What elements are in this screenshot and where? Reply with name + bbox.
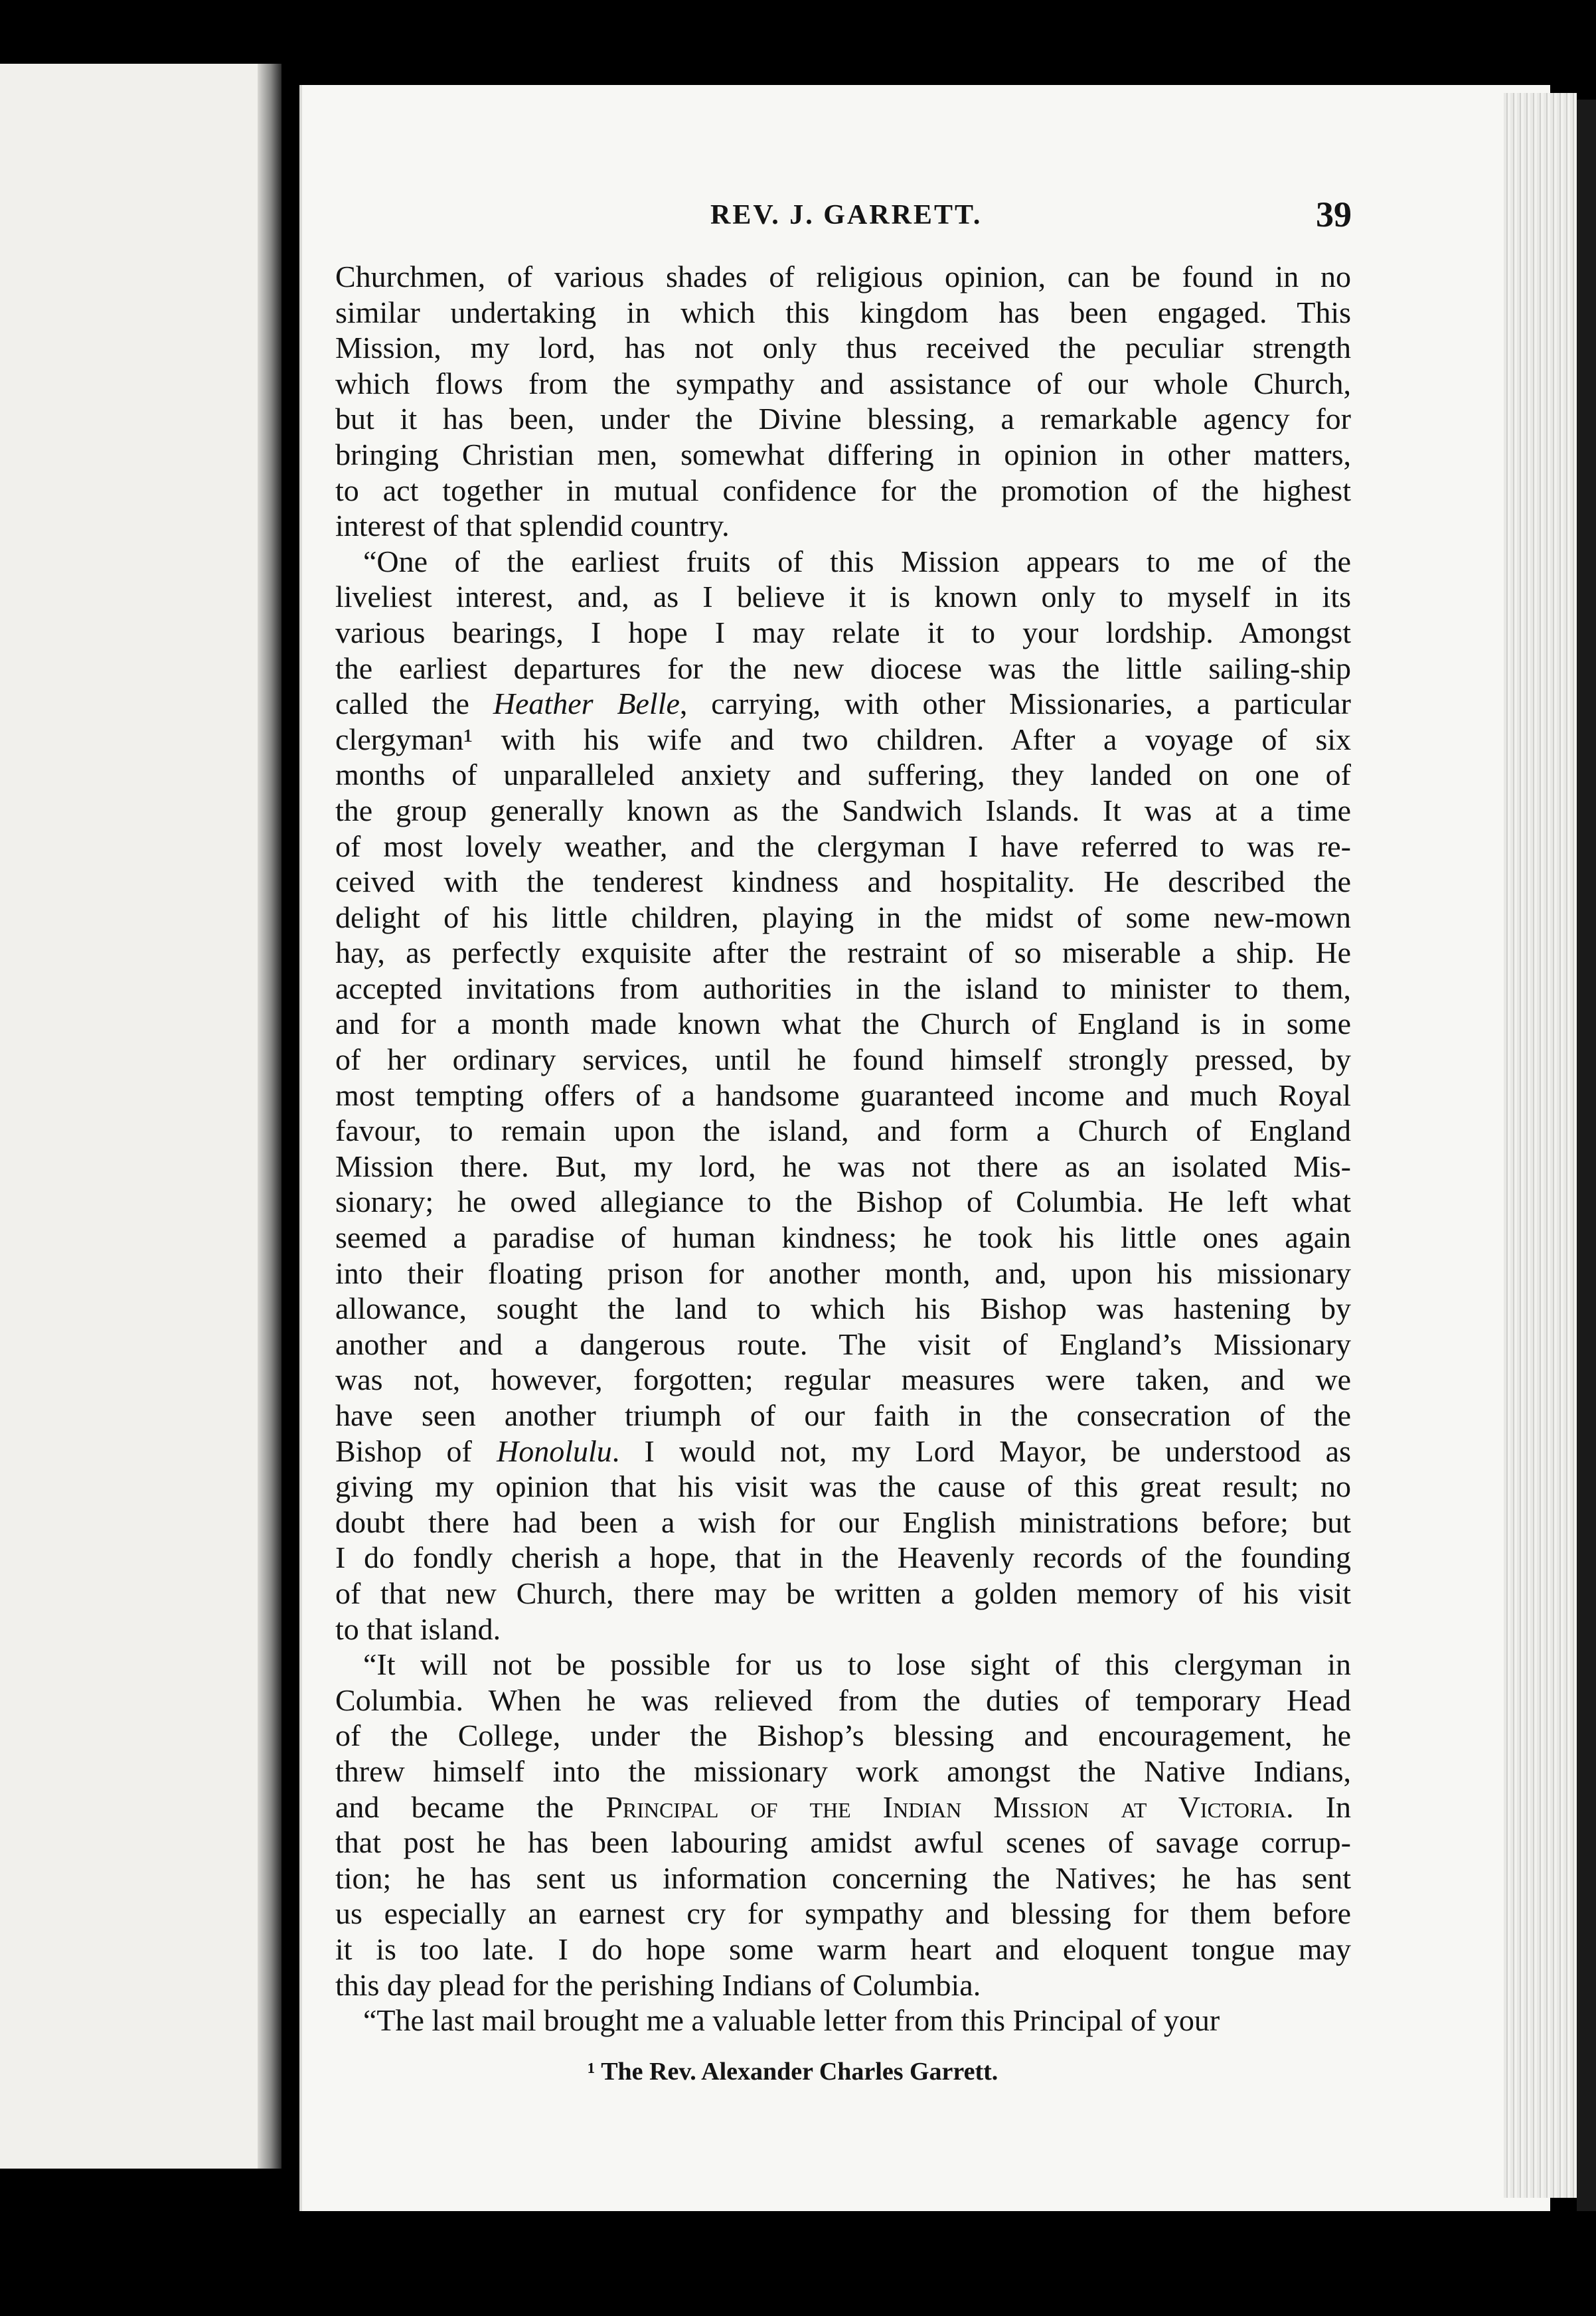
text-line: seemed a paradise of human kindness; he took his little ones again	[335, 1220, 1351, 1255]
text-line: similar undertaking in which this kingdom has been engaged. This	[335, 295, 1351, 329]
text-line: this day plead for the perishing Indians of Columbia.	[335, 1967, 981, 2002]
text-line: threw himself into the missionary work amongst the Native Indians,	[335, 1754, 1351, 1788]
text-line: doubt there had been a wish for our English ministrations before; but	[335, 1505, 1351, 1539]
text-line: was not, however, forgotten; regular measures were taken, and we	[335, 1363, 1351, 1397]
text-line: the group generally known as the Sandwich Islands. It was at a time	[335, 793, 1351, 827]
text-line: which flows from the sympathy and assistance of our whole Church,	[335, 366, 1351, 400]
text-line: months of unparalleled anxiety and suffering, they landed on one of	[335, 758, 1351, 792]
text-line: “The last mail brought me a valuable letter from this Principal of your	[363, 2003, 1220, 2038]
text-line: the earliest departures for the new diocese was the little sailing-ship	[335, 651, 1351, 685]
text-line: us especially an earnest cry for sympathy and blessing for them before	[335, 1896, 1351, 1931]
text-line: ceived with the tenderest kindness and hospitality. He described the	[335, 865, 1351, 899]
text-line: clergyman¹ with his wife and two children. After a voyage of six	[335, 722, 1351, 756]
text-line: liveliest interest, and, as I believe it is known only to myself in its	[335, 580, 1351, 614]
paragraph	[335, 1647, 1351, 2003]
running-title: REV. J. GARRETT.	[710, 200, 983, 230]
text-line: Bishop of Honolulu. I would not, my Lord Mayor, be understood as	[335, 1434, 1351, 1468]
text-line: giving my opinion that his visit was the cause of this great result; no	[335, 1469, 1351, 1504]
text-line: of her ordinary services, until he found himself strongly pressed, by	[335, 1042, 1351, 1077]
paragraph	[335, 2003, 1351, 2038]
text-line: to that island.	[335, 1612, 501, 1646]
text-line: tion; he has sent us information concerning the Natives; he has sent	[335, 1861, 1351, 1895]
text-line: hay, as perfectly exquisite after the restraint of so miserable a ship. He	[335, 936, 1351, 970]
text-line: accepted invitations from authorities in the island to minister to them,	[335, 971, 1351, 1005]
text-line: another and a dangerous route. The visit of England’s Missionary	[335, 1327, 1351, 1361]
book-edge-shadow	[1577, 100, 1596, 2211]
text-line: of the College, under the Bishop’s blessing and encouragement, he	[335, 1718, 1351, 1753]
text-line: bringing Christian men, somewhat differing in opinion in other matters,	[335, 437, 1351, 471]
text-line: Mission there. But, my lord, he was not there as an isolated Mis-	[335, 1149, 1351, 1183]
text-line: and for a month made known what the Church of England is in some	[335, 1007, 1351, 1041]
text-line: “One of the earliest fruits of this Mission appears to me of the	[363, 544, 1351, 578]
text-line: Churchmen, of various shades of religious opinion, can be found in no	[335, 260, 1351, 293]
text-line: have seen another triumph of our faith in the consecration of the	[335, 1398, 1351, 1432]
text-line: delight of his little children, playing in the midst of some new-mown	[335, 900, 1351, 934]
text-line: Mission, my lord, has not only thus received the peculiar strength	[335, 331, 1351, 365]
text-line: and became the Principal of the Indian Mission at Victoria. In	[335, 1789, 1351, 1824]
text-line: sionary; he owed allegiance to the Bishop of Columbia. He left what	[335, 1185, 1351, 1219]
text-line: that post he has been labouring amidst awful scenes of savage corrup-	[335, 1825, 1351, 1860]
text-line: into their floating prison for another month, and, upon his missionary	[335, 1256, 1351, 1290]
text-line: called the Heather Belle, carrying, with other Missionaries, a particular	[335, 687, 1351, 721]
text-line: interest of that splendid country.	[335, 509, 730, 543]
text-line: various bearings, I hope I may relate it to your lordship. Amongst	[335, 615, 1351, 649]
paragraph	[335, 259, 1351, 544]
text-line: but it has been, under the Divine blessing, a remarkable agency for	[335, 402, 1351, 436]
page-edges	[1504, 93, 1577, 2198]
page-number: 39	[1316, 195, 1352, 234]
text-line: favour, to remain upon the island, and form a Church of England	[335, 1114, 1351, 1148]
text-line: of that new Church, there may be written a golden memory of his visit	[335, 1576, 1351, 1610]
text-line: to act together in mutual confidence for the promotion of the highest	[335, 473, 1351, 507]
paragraph	[335, 544, 1351, 1647]
text-line: “It will not be possible for us to lose sight of this clergyman in	[363, 1647, 1351, 1682]
body-text	[335, 259, 1351, 2038]
text-line: most tempting offers of a handsome guaranteed income and much Royal	[335, 1078, 1351, 1112]
text-line: allowance, sought the land to which his Bishop was hastening by	[335, 1291, 1351, 1326]
footnote: ¹ The Rev. Alexander Charles Garrett.	[588, 2058, 998, 2086]
book-gutter	[258, 64, 281, 2169]
text-line: of most lovely weather, and the clergyman I have referred to was re-	[335, 829, 1351, 863]
text-line: it is too late. I do hope some warm heart and eloquent tongue may	[335, 1932, 1351, 1966]
text-line: Columbia. When he was relieved from the duties of temporary Head	[335, 1683, 1351, 1717]
text-line: I do fondly cherish a hope, that in the Heavenly records of the founding	[335, 1540, 1351, 1575]
left-facing-page	[0, 64, 266, 2169]
